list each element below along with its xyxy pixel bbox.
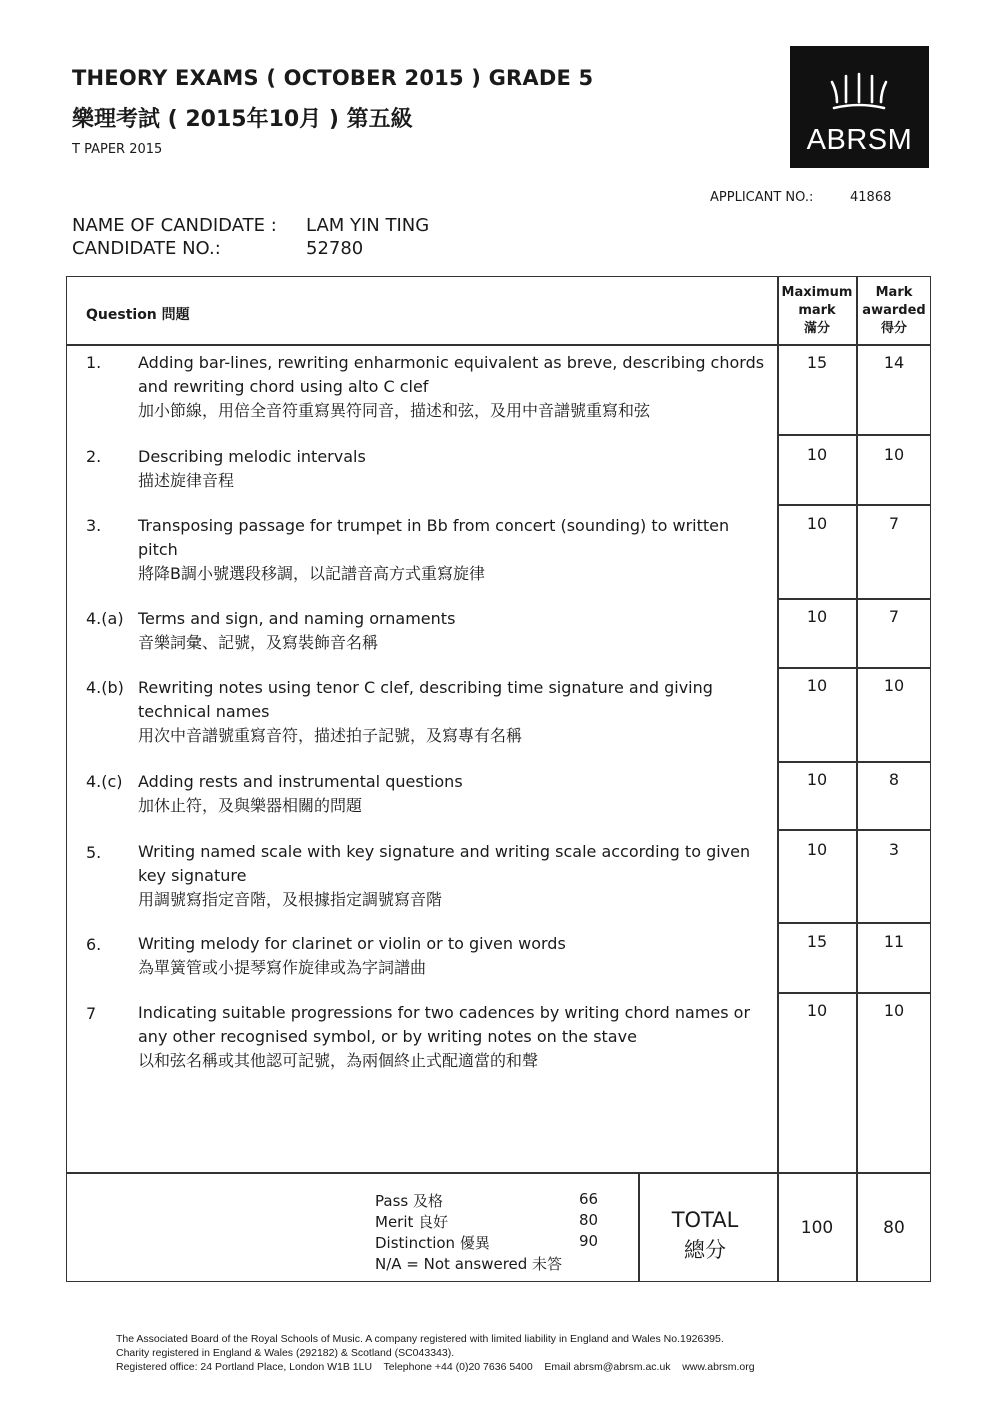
total-max-mark: 100: [800, 1218, 834, 1238]
question-description: [138, 1001, 770, 1073]
threshold-pass-value: 66: [579, 1190, 599, 1208]
candidate-name-value: LAM YIN TING: [306, 215, 430, 236]
crown-icon: [828, 72, 890, 114]
candidate-name-label: NAME OF CANDIDATE :: [72, 215, 277, 236]
question-text-chinese: 加小節線，用倍全音符重寫異符同音，描述和弦，及用中音譜號重寫和弦: [138, 401, 651, 420]
not-answered-note: N/A = Not answered 未答: [375, 1255, 563, 1273]
question-text-chinese: 以和弦名稱或其他認可記號，為兩個終止式配適當的和聲: [138, 1051, 539, 1070]
max-mark: 10: [806, 1001, 828, 1020]
column-header-question: Question 問題: [86, 307, 190, 323]
mark-awarded: 10: [883, 676, 905, 695]
candidate-no-value: 52780: [306, 238, 364, 259]
question-text: Writing named scale with key signature and writing scale according to given: [138, 842, 751, 861]
row-divider: [777, 922, 931, 924]
header-line: Mark: [875, 285, 913, 300]
threshold-merit-label: Merit 良好: [375, 1213, 449, 1231]
max-mark: 10: [806, 676, 828, 695]
question-number: 7: [86, 1004, 97, 1023]
question-text-chinese: 為單簧管或小提琴寫作旋律或為字詞譜曲: [138, 958, 427, 977]
candidate-no-label: CANDIDATE NO.:: [72, 238, 221, 259]
row-divider: [777, 667, 931, 669]
question-description: [138, 770, 770, 818]
header-line: Maximum: [781, 285, 853, 300]
total-label: [640, 1205, 770, 1265]
mark-awarded: 14: [883, 353, 905, 372]
logo-text: ABRSM: [806, 124, 913, 156]
exam-title: THEORY EXAMS ( OCTOBER 2015 ) GRADE 5: [72, 66, 594, 90]
max-mark: 15: [806, 932, 828, 951]
question-text-chinese: 音樂詞彙、記號，及寫裝飾音名稱: [138, 633, 379, 652]
footer-line: Registered office: 24 Portland Place, London W1B 1LU Telephone +44 (0)20 7636 5400 Email abrsm@abrsm.ac.uk www.abrsm.org: [116, 1361, 755, 1373]
column-header-mark-awarded: [857, 284, 931, 338]
question-text: technical names: [138, 702, 270, 721]
question-description: [138, 676, 770, 748]
total-label-en: TOTAL: [671, 1208, 739, 1232]
total-divider: [66, 1172, 931, 1174]
question-number: 3.: [86, 516, 102, 535]
question-text-chinese: 描述旋律音程: [138, 471, 235, 490]
question-text: any other recognised symbol, or by writing notes on the stave: [138, 1027, 637, 1046]
exam-title-chinese: 樂理考試 ( 2015年10月 ) 第五級: [72, 107, 413, 132]
column-divider-question: [777, 276, 779, 1173]
question-number: 4.(b): [86, 678, 124, 697]
question-text: Transposing passage for trumpet in Bb from concert (sounding) to written: [138, 516, 730, 535]
question-number: 1.: [86, 353, 102, 372]
row-divider: [777, 761, 931, 763]
question-text-chinese: 加休止符，及與樂器相關的問題: [138, 796, 363, 815]
row-divider: [777, 992, 931, 994]
row-divider: [777, 504, 931, 506]
question-text: Adding rests and instrumental questions: [138, 772, 463, 791]
column-header-max-mark: [778, 284, 856, 338]
mark-awarded: 10: [883, 445, 905, 464]
header-line: 滿分: [803, 321, 830, 336]
question-description: [138, 607, 770, 655]
applicant-no-label: APPLICANT NO.:: [710, 190, 814, 205]
threshold-distinction-label: Distinction 優異: [375, 1234, 490, 1252]
threshold-pass-label: Pass 及格: [375, 1192, 443, 1210]
question-description: [138, 514, 770, 586]
max-mark: 10: [806, 770, 828, 789]
max-mark: 10: [806, 514, 828, 533]
question-text-chinese: 將降B調小號選段移調，以記譜音高方式重寫旋律: [138, 564, 485, 583]
mark-awarded: 3: [888, 840, 900, 859]
question-text: pitch: [138, 540, 178, 559]
max-mark: 10: [806, 607, 828, 626]
question-text-chinese: 用次中音譜號重寫音符，描述拍子記號，及寫專有名稱: [138, 726, 523, 745]
footer-line: Charity registered in England & Wales (292182) & Scotland (SC043343).: [116, 1347, 455, 1359]
total-mark-awarded: 80: [883, 1218, 905, 1238]
max-mark: 15: [806, 353, 828, 372]
header-line: awarded: [862, 303, 926, 318]
question-text: and rewriting chord using alto C clef: [138, 377, 429, 396]
question-text-chinese: 用調號寫指定音階，及根據指定調號寫音階: [138, 890, 443, 909]
footer-line: The Associated Board of the Royal Schools of Music. A company registered with limited liability in England and Wales No.1926395.: [116, 1333, 724, 1345]
footer: [116, 1332, 755, 1374]
applicant-no-value: 41868: [850, 190, 892, 205]
question-number: 6.: [86, 935, 102, 954]
total-label-zh: 總分: [684, 1238, 726, 1262]
paper-code: T PAPER 2015: [72, 142, 163, 157]
question-description: [138, 840, 770, 912]
question-number: 4.(c): [86, 772, 123, 791]
question-text: Writing melody for clarinet or violin or to given words: [138, 934, 566, 953]
question-text: Indicating suitable progressions for two cadences by writing chord names or: [138, 1003, 751, 1022]
question-text: Adding bar-lines, rewriting enharmonic equivalent as breve, describing chords: [138, 353, 765, 372]
mark-awarded: 8: [888, 770, 900, 789]
threshold-distinction-value: 90: [579, 1232, 599, 1250]
question-text: Rewriting notes using tenor C clef, describing time signature and giving: [138, 678, 713, 697]
mark-awarded: 7: [888, 607, 900, 626]
question-number: 2.: [86, 447, 102, 466]
mark-awarded: 11: [883, 932, 905, 951]
header-divider: [66, 344, 931, 346]
question-number: 5.: [86, 843, 102, 862]
question-description: [138, 351, 770, 423]
row-divider: [777, 829, 931, 831]
question-description: [138, 932, 770, 980]
question-description: [138, 445, 770, 493]
max-mark: 10: [806, 840, 828, 859]
question-number: 4.(a): [86, 609, 124, 628]
mark-awarded: 10: [883, 1001, 905, 1020]
header-line: mark: [798, 303, 836, 318]
question-text: key signature: [138, 866, 247, 885]
row-divider: [777, 598, 931, 600]
mark-awarded: 7: [888, 514, 900, 533]
header-line: 得分: [880, 321, 907, 336]
max-mark: 10: [806, 445, 828, 464]
question-text: Describing melodic intervals: [138, 447, 366, 466]
question-text: Terms and sign, and naming ornaments: [138, 609, 456, 628]
abrsm-logo: [790, 46, 929, 168]
row-divider: [777, 434, 931, 436]
threshold-merit-value: 80: [579, 1211, 599, 1229]
